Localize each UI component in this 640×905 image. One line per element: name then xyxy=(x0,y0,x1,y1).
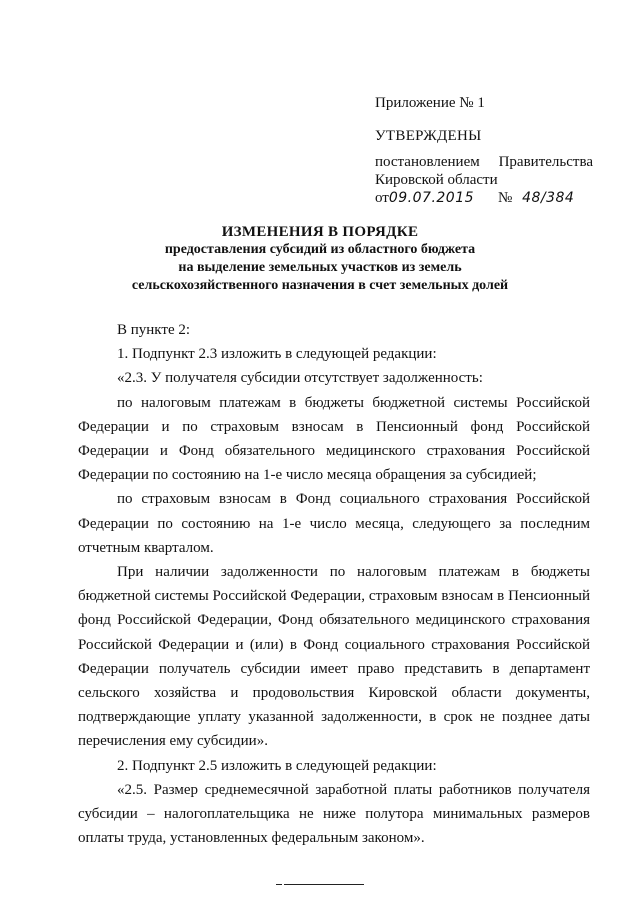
paragraph-subpoint-2-5-intro: 2. Подпункт 2.5 изложить в следующей редакции: xyxy=(117,757,437,774)
document-title: ИЗМЕНЕНИЯ В ПОРЯДКЕ xyxy=(221,224,419,240)
region-label: Кировской области xyxy=(375,172,498,188)
title-line-3: сельскохозяйственного назначения в счет земельных долей xyxy=(131,278,509,293)
date-prefix: от xyxy=(375,190,389,206)
date-line xyxy=(375,189,474,207)
closing-line xyxy=(284,884,364,885)
paragraph-point-2: В пункте 2: xyxy=(117,322,191,338)
paragraph-2-3-text: «2.3. У получателя субсидии отсутствует задолженность: xyxy=(117,370,483,387)
paragraph-subpoint-2-3-intro: 1. Подпункт 2.3 изложить в следующей редакции: xyxy=(117,346,437,363)
number-value: 48/384 xyxy=(522,190,575,206)
number-line xyxy=(498,189,574,207)
approved-label: УТВЕРЖДЕНЫ xyxy=(375,128,482,144)
resolution-word: постановлением xyxy=(375,154,480,170)
document-body xyxy=(78,318,590,850)
title-line-1: предоставления субсидий из областного бюджета xyxy=(164,242,476,257)
paragraph-tax-payments: по налоговым платежам в бюджеты бюджетной системы Российской Федерации и по страховым взносам в Пенсионный фонд Российской Федерации и Фонд обязательного медицинского страхования Российской Федерации по состоянию на 1-е число месяца обращения за субсидией; xyxy=(78,394,590,484)
government-word: Правительства xyxy=(498,154,593,170)
paragraph-debt-conditions: При наличии задолженности по налоговым платежам в бюджеты бюджетной системы Российской Федерации, страховым взносам в Пенсионный фонд Российской Федерации, Фонд обязательного медицинского страхования Российской Федерации и (или) в Фонд социального страхования Российской Федерации получатель субсидии имеет право представить в департамент сельского хозяйства и продовольствия Кировской области документы, подтверждающие уплату указанной задолженности, в срок не позднее даты перечисления ему субсидии». xyxy=(78,564,590,750)
paragraph-2-5-text: «2.5. Размер среднемесячной заработной платы работников получателя субсидии – налогоплательщика не ниже полутора минимальных размеров оплаты труда, установленных федеральным законом». xyxy=(78,781,590,847)
date-value: 09.07.2015 xyxy=(388,190,475,206)
title-line-2: на выделение земельных участков из земель xyxy=(178,260,462,275)
number-label: № xyxy=(498,190,513,206)
paragraph-social-insurance: по страховым взносам в Фонд социального страхования Российской Федерации по состоянию на 1-е число месяца, следующего за последним отчетным кварталом. xyxy=(78,491,590,556)
appendix-label: Приложение № 1 xyxy=(375,95,485,111)
resolution-line xyxy=(375,153,593,171)
